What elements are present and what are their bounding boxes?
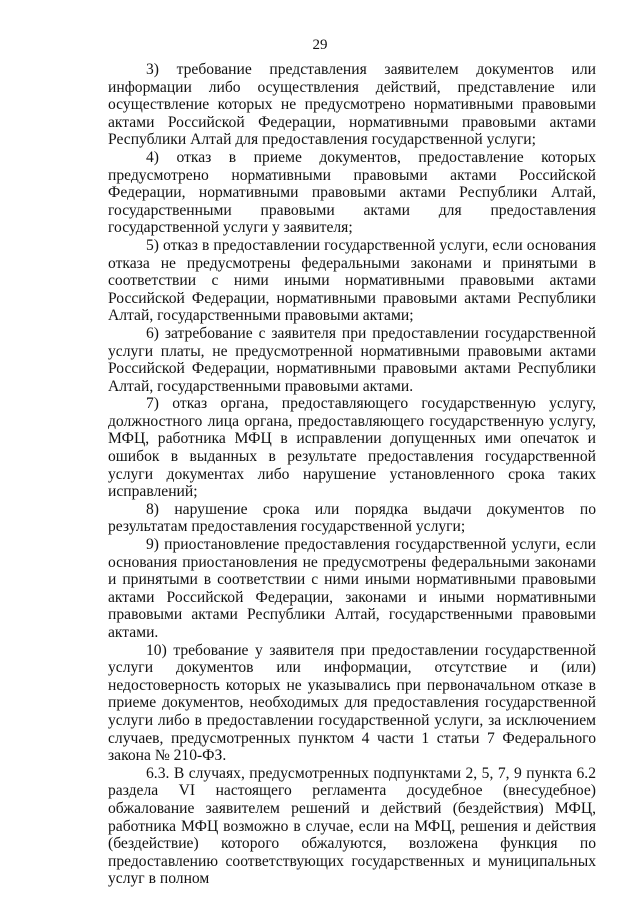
paragraph-item-10: 10) требование у заявителя при предоставлении государственной услуги документов или информации, отсутствие и (или) недостоверность которых не указывались при первоначальном отказе в приеме документов, необходимых для предоставления государственной услуги либо в предоставлении государственной услуги, за исключением случаев, предусмотренных пунктом 4 части 1 статьи 7 Федерального закона № 210-ФЗ. — [108, 641, 596, 765]
page-body — [108, 61, 596, 888]
paragraph-item-4: 4) отказ в приеме документов, предоставление которых предусмотрено нормативными правовыми актами Российской Федерации, нормативными правовыми актами Республики Алтай, государственными правовыми актами для предоставления государственной услуги у заявителя; — [108, 148, 596, 237]
paragraph-item-5: 5) отказ в предоставлении государственной услуги, если основания отказа не предусмотрены федеральными законами и принятыми в соответствии с ними иными нормативными правовыми актами Российской Федерации, нормативными правовыми актами Республики Алтай, государственными правовыми актами; — [108, 236, 596, 325]
paragraph-item-7: 7) отказ органа, предоставляющего государственную услугу, должностного лица органа, предоставляющего государственную услугу, МФЦ, работника МФЦ в исправлении допущенных ими опечаток и ошибок в выданных в результате предоставления государственной услуги документах либо нарушение установленного срока таких исправлений; — [108, 395, 596, 501]
paragraph-item-9: 9) приостановление предоставления государственной услуги, если основания приостановления не предусмотрены федеральными законами и принятыми в соответствии с ними иными нормативными правовыми актами Российской Федерации, законами и иными нормативными правовыми актами Республики Алтай, государственными правовыми актами. — [108, 536, 596, 641]
paragraph-section-6-3: 6.3. В случаях, предусмотренных подпунктами 2, 5, 7, 9 пункта 6.2 раздела VI настоящего регламента досудебное (внесудебное) обжалование заявителем решений и действий (бездействия) МФЦ, работника МФЦ возможно в случае, если на МФЦ, решения и действия (бездействие) которого обжалуются, возложена функция по предоставлению соответствующих государственных и муниципальных услуг в полном — [108, 764, 596, 888]
paragraph-item-3: 3) требование представления заявителем документов или информации либо осуществления действий, представление или осуществление которых не предусмотрено нормативными правовыми актами Российской Федерации, нормативными правовыми актами Республики Алтай для предоставления государственной услуги; — [108, 61, 596, 149]
paragraph-item-6: 6) затребование с заявителя при предоставлении государственной услуги платы, не предусмотренной нормативными правовыми актами Российской Федерации, нормативными правовыми актами Республики Алтай, государственными правовыми актами. — [108, 324, 596, 395]
page-number: 29 — [312, 37, 328, 53]
paragraph-item-8: 8) нарушение срока или порядка выдачи документов по результатам предоставления государственной услуги; — [108, 500, 596, 536]
